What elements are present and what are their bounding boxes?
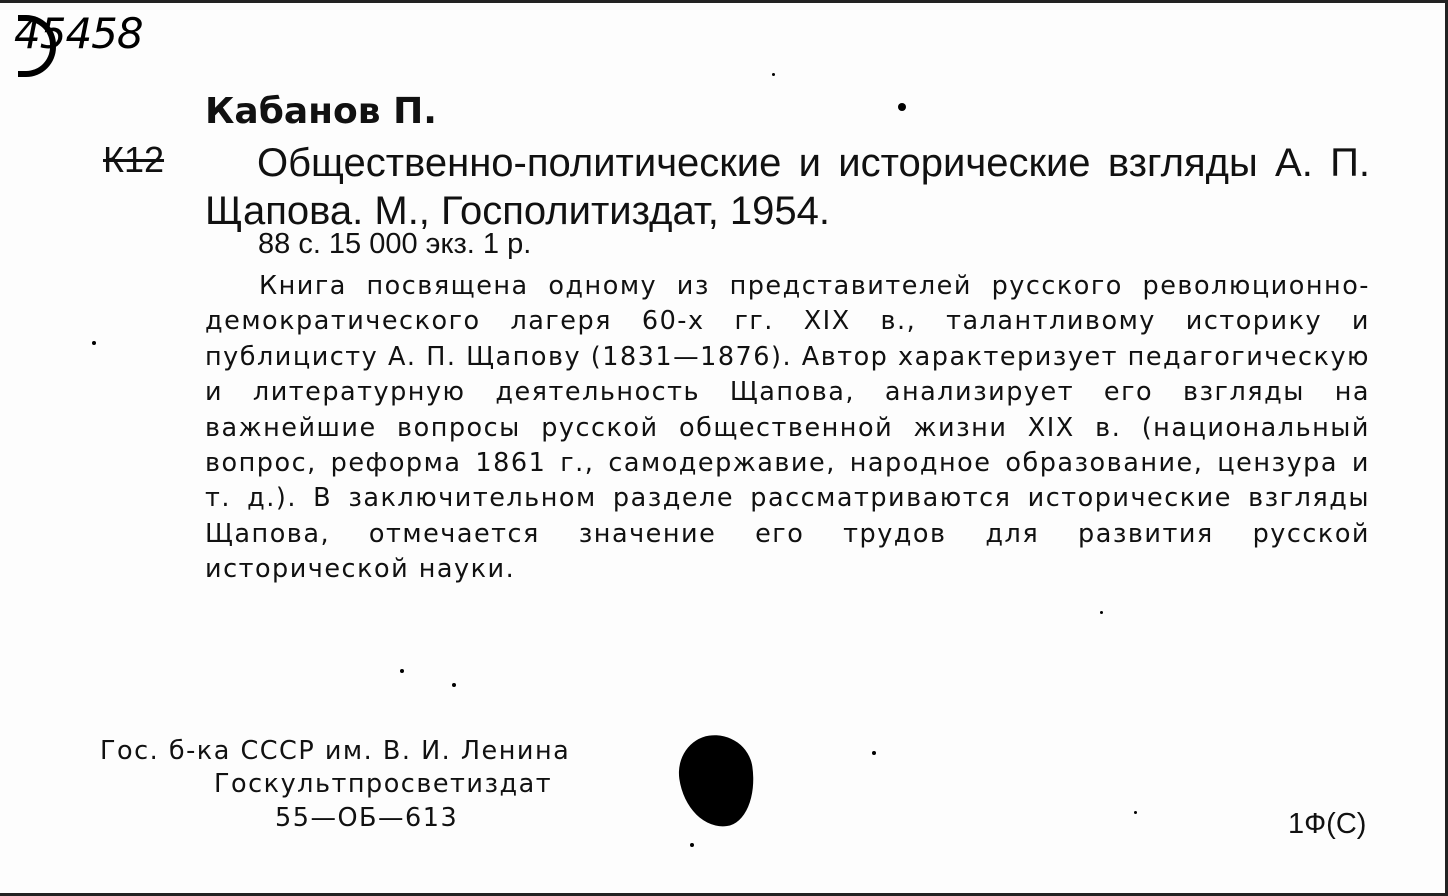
speck bbox=[772, 73, 775, 76]
library-name: Гос. б-ка СССР им. В. И. Ленина bbox=[100, 736, 571, 766]
physical-description: 88 с. 15 000 экз. 1 р. bbox=[258, 228, 532, 260]
speck bbox=[690, 843, 694, 847]
speck bbox=[1100, 611, 1103, 614]
annotation-text: Книга посвящена одному из представителей русского революционно-демократического лагеря 60-х гг. XIX в., талантливому историку и публицисту А. П. Щапову (1831—1876). Автор характеризует педагогическую и литературную деятельность Щапова, анализирует его взгляды на важнейшие вопросы русской общественной жизни XIX в. (национальный вопрос, реформа 1861 г., самодержавие, народное образование, цензура и т. д.). В заключительном разделе рассматриваются исторические взгляды Щапова, отмечается значение его трудов для развития русской исторической науки. bbox=[205, 271, 1370, 585]
punch-hole bbox=[674, 730, 760, 831]
ink-dot bbox=[898, 103, 906, 111]
handwritten-accession-number: 45458 bbox=[14, 9, 143, 58]
speck bbox=[452, 683, 456, 687]
speck bbox=[1134, 811, 1137, 814]
classification-code: 1Ф(С) bbox=[1288, 808, 1367, 840]
shelf-mark: К12 bbox=[103, 139, 165, 180]
speck bbox=[400, 669, 404, 673]
speck bbox=[92, 341, 96, 345]
author-name: Кабанов П. bbox=[205, 91, 437, 132]
order-code: 55—ОБ—613 bbox=[275, 803, 459, 833]
speck bbox=[872, 751, 876, 755]
book-title: Общественно-политические и исторические взгляды А. П. Щапова. М., Госполитиздат, 1954. bbox=[205, 141, 1370, 233]
card-publisher: Госкультпросветиздат bbox=[214, 769, 553, 799]
